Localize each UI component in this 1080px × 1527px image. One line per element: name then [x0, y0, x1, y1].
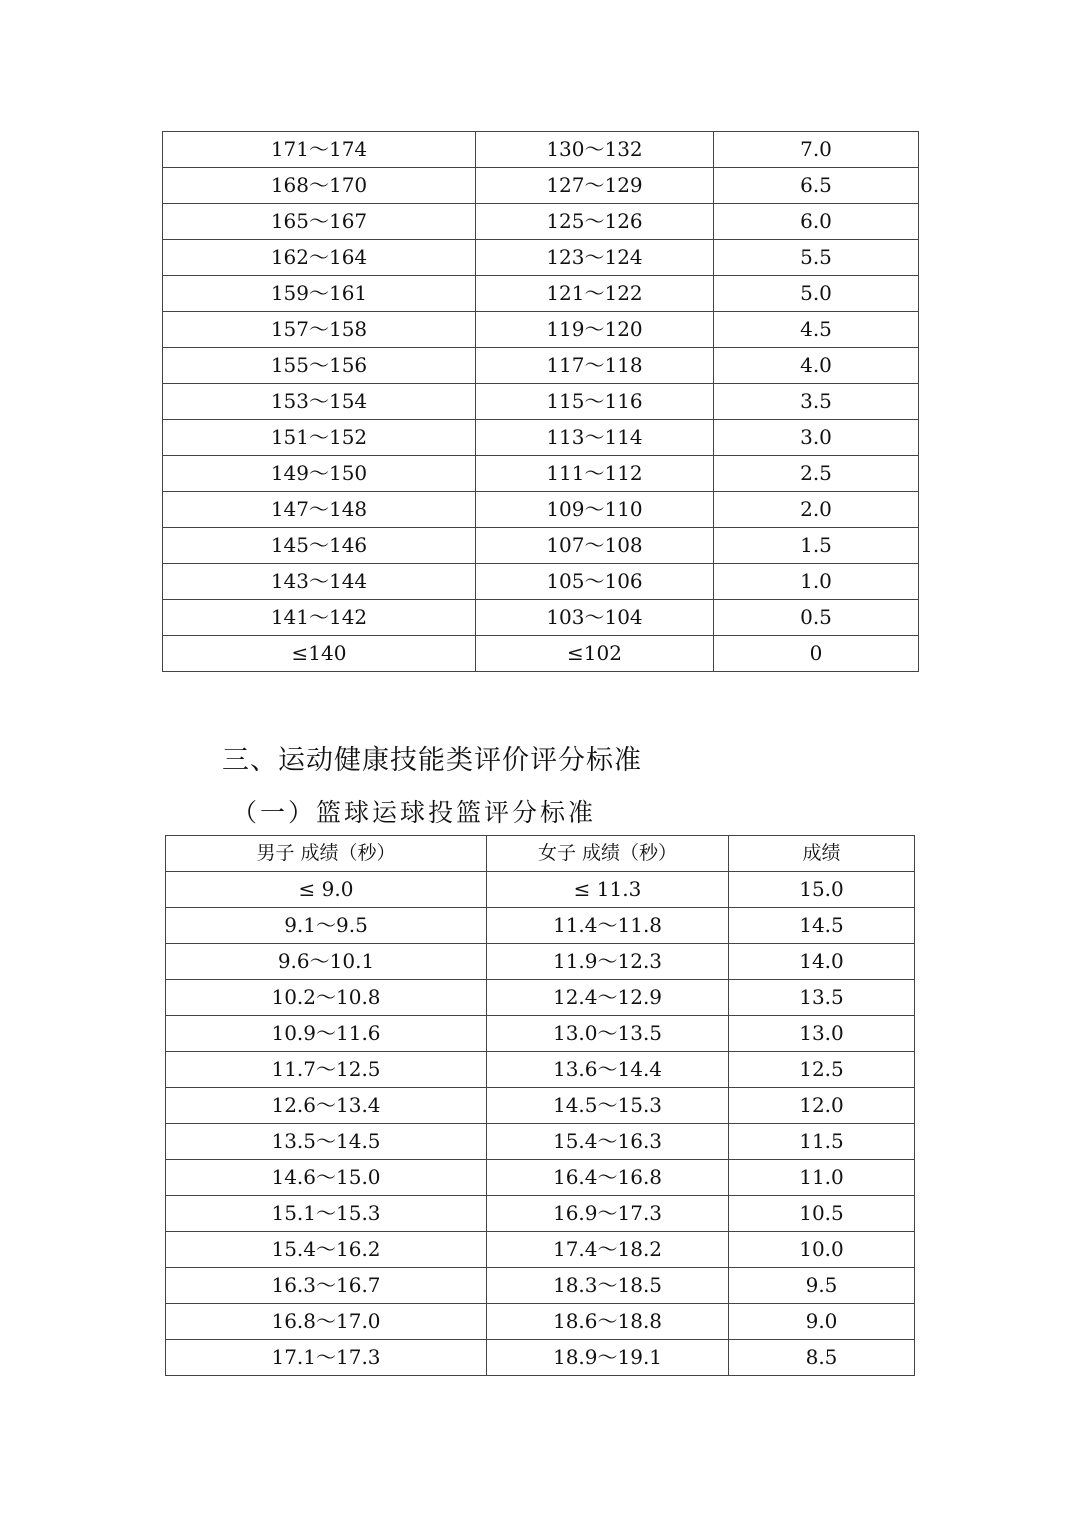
table-row — [163, 348, 919, 384]
cell-female-time: 16.4～16.8 — [487, 1160, 729, 1196]
cell-range-a: 165～167 — [163, 204, 476, 240]
table-row — [166, 1268, 915, 1304]
cell-score: 7.0 — [714, 132, 919, 168]
cell-female-time: 11.4～11.8 — [487, 908, 729, 944]
header-female-time: 女子 成绩（秒） — [487, 836, 729, 872]
cell-range-b: 121～122 — [476, 276, 714, 312]
cell-range-b: 105～106 — [476, 564, 714, 600]
basketball-score-table — [165, 835, 915, 1376]
cell-female-time: 12.4～12.9 — [487, 980, 729, 1016]
cell-male-time: 15.1～15.3 — [166, 1196, 487, 1232]
table-row — [163, 564, 919, 600]
cell-range-b: 113～114 — [476, 420, 714, 456]
cell-score: 2.0 — [714, 492, 919, 528]
table-row — [166, 1160, 915, 1196]
table-row — [166, 1124, 915, 1160]
cell-range-b: 130～132 — [476, 132, 714, 168]
table-row — [166, 1088, 915, 1124]
table-row — [163, 492, 919, 528]
cell-range-a: 141～142 — [163, 600, 476, 636]
score-table-continued — [162, 131, 919, 672]
table-row — [166, 1232, 915, 1268]
cell-range-a: ≤140 — [163, 636, 476, 672]
cell-female-time: 18.9～19.1 — [487, 1340, 729, 1376]
cell-male-time: 15.4～16.2 — [166, 1232, 487, 1268]
table-row — [166, 1196, 915, 1232]
cell-range-a: 157～158 — [163, 312, 476, 348]
cell-score: 1.5 — [714, 528, 919, 564]
cell-score: 8.5 — [729, 1340, 915, 1376]
cell-female-time: 13.6～14.4 — [487, 1052, 729, 1088]
cell-female-time: 15.4～16.3 — [487, 1124, 729, 1160]
cell-male-time: 9.6～10.1 — [166, 944, 487, 980]
cell-score: 0 — [714, 636, 919, 672]
cell-male-time: 10.2～10.8 — [166, 980, 487, 1016]
cell-score: 15.0 — [729, 872, 915, 908]
cell-male-time: 16.3～16.7 — [166, 1268, 487, 1304]
cell-range-b: 125～126 — [476, 204, 714, 240]
cell-female-time: ≤ 11.3 — [487, 872, 729, 908]
cell-score: 2.5 — [714, 456, 919, 492]
cell-range-a: 149～150 — [163, 456, 476, 492]
table-row — [163, 132, 919, 168]
cell-range-b: 107～108 — [476, 528, 714, 564]
cell-score: 9.5 — [729, 1268, 915, 1304]
table-row — [166, 1340, 915, 1376]
section-heading: 三、运动健康技能类评价评分标准 — [222, 745, 642, 776]
cell-range-a: 153～154 — [163, 384, 476, 420]
table-row — [166, 1016, 915, 1052]
cell-range-b: ≤102 — [476, 636, 714, 672]
cell-score: 5.5 — [714, 240, 919, 276]
cell-female-time: 14.5～15.3 — [487, 1088, 729, 1124]
cell-score: 13.0 — [729, 1016, 915, 1052]
cell-score: 3.0 — [714, 420, 919, 456]
table-row — [163, 384, 919, 420]
cell-male-time: 13.5～14.5 — [166, 1124, 487, 1160]
table-row — [166, 1304, 915, 1340]
cell-range-a: 143～144 — [163, 564, 476, 600]
header-male-time: 男子 成绩（秒） — [166, 836, 487, 872]
cell-range-a: 147～148 — [163, 492, 476, 528]
cell-male-time: ≤ 9.0 — [166, 872, 487, 908]
cell-range-b: 109～110 — [476, 492, 714, 528]
cell-female-time: 11.9～12.3 — [487, 944, 729, 980]
cell-score: 11.0 — [729, 1160, 915, 1196]
cell-score: 6.0 — [714, 204, 919, 240]
table-row — [163, 420, 919, 456]
cell-range-a: 168～170 — [163, 168, 476, 204]
cell-range-a: 162～164 — [163, 240, 476, 276]
score-table-body — [163, 132, 919, 672]
cell-range-b: 111～112 — [476, 456, 714, 492]
table-row — [163, 600, 919, 636]
table-row — [166, 944, 915, 980]
cell-range-a: 145～146 — [163, 528, 476, 564]
cell-score: 0.5 — [714, 600, 919, 636]
cell-score: 12.5 — [729, 1052, 915, 1088]
cell-score: 9.0 — [729, 1304, 915, 1340]
cell-female-time: 18.6～18.8 — [487, 1304, 729, 1340]
cell-score: 12.0 — [729, 1088, 915, 1124]
header-score: 成绩 — [729, 836, 915, 872]
cell-range-a: 151～152 — [163, 420, 476, 456]
cell-range-a: 155～156 — [163, 348, 476, 384]
cell-score: 13.5 — [729, 980, 915, 1016]
cell-male-time: 10.9～11.6 — [166, 1016, 487, 1052]
sub-heading: （一）篮球运球投篮评分标准 — [232, 798, 597, 827]
cell-male-time: 9.1～9.5 — [166, 908, 487, 944]
table-row — [166, 908, 915, 944]
cell-range-b: 117～118 — [476, 348, 714, 384]
cell-male-time: 14.6～15.0 — [166, 1160, 487, 1196]
table-row — [166, 980, 915, 1016]
cell-range-b: 115～116 — [476, 384, 714, 420]
cell-female-time: 16.9～17.3 — [487, 1196, 729, 1232]
cell-range-b: 119～120 — [476, 312, 714, 348]
cell-range-b: 123～124 — [476, 240, 714, 276]
cell-score: 14.0 — [729, 944, 915, 980]
table-header — [166, 836, 915, 872]
cell-score: 3.5 — [714, 384, 919, 420]
cell-male-time: 16.8～17.0 — [166, 1304, 487, 1340]
table-row — [163, 456, 919, 492]
cell-score: 1.0 — [714, 564, 919, 600]
cell-female-time: 17.4～18.2 — [487, 1232, 729, 1268]
cell-score: 5.0 — [714, 276, 919, 312]
table-row — [163, 204, 919, 240]
cell-female-time: 13.0～13.5 — [487, 1016, 729, 1052]
cell-range-a: 171～174 — [163, 132, 476, 168]
cell-score: 10.5 — [729, 1196, 915, 1232]
table-row — [163, 312, 919, 348]
cell-female-time: 18.3～18.5 — [487, 1268, 729, 1304]
table-row — [163, 240, 919, 276]
cell-range-a: 159～161 — [163, 276, 476, 312]
cell-male-time: 17.1～17.3 — [166, 1340, 487, 1376]
table-row — [163, 636, 919, 672]
table-row — [163, 168, 919, 204]
cell-score: 4.0 — [714, 348, 919, 384]
cell-score: 4.5 — [714, 312, 919, 348]
cell-score: 14.5 — [729, 908, 915, 944]
table-row — [166, 872, 915, 908]
table-row — [163, 528, 919, 564]
cell-male-time: 12.6～13.4 — [166, 1088, 487, 1124]
table-row — [163, 276, 919, 312]
cell-range-b: 103～104 — [476, 600, 714, 636]
header-row — [166, 836, 915, 872]
cell-score: 10.0 — [729, 1232, 915, 1268]
basketball-table-body — [166, 872, 915, 1376]
table-row — [166, 1052, 915, 1088]
cell-score: 6.5 — [714, 168, 919, 204]
cell-range-b: 127～129 — [476, 168, 714, 204]
cell-score: 11.5 — [729, 1124, 915, 1160]
cell-male-time: 11.7～12.5 — [166, 1052, 487, 1088]
